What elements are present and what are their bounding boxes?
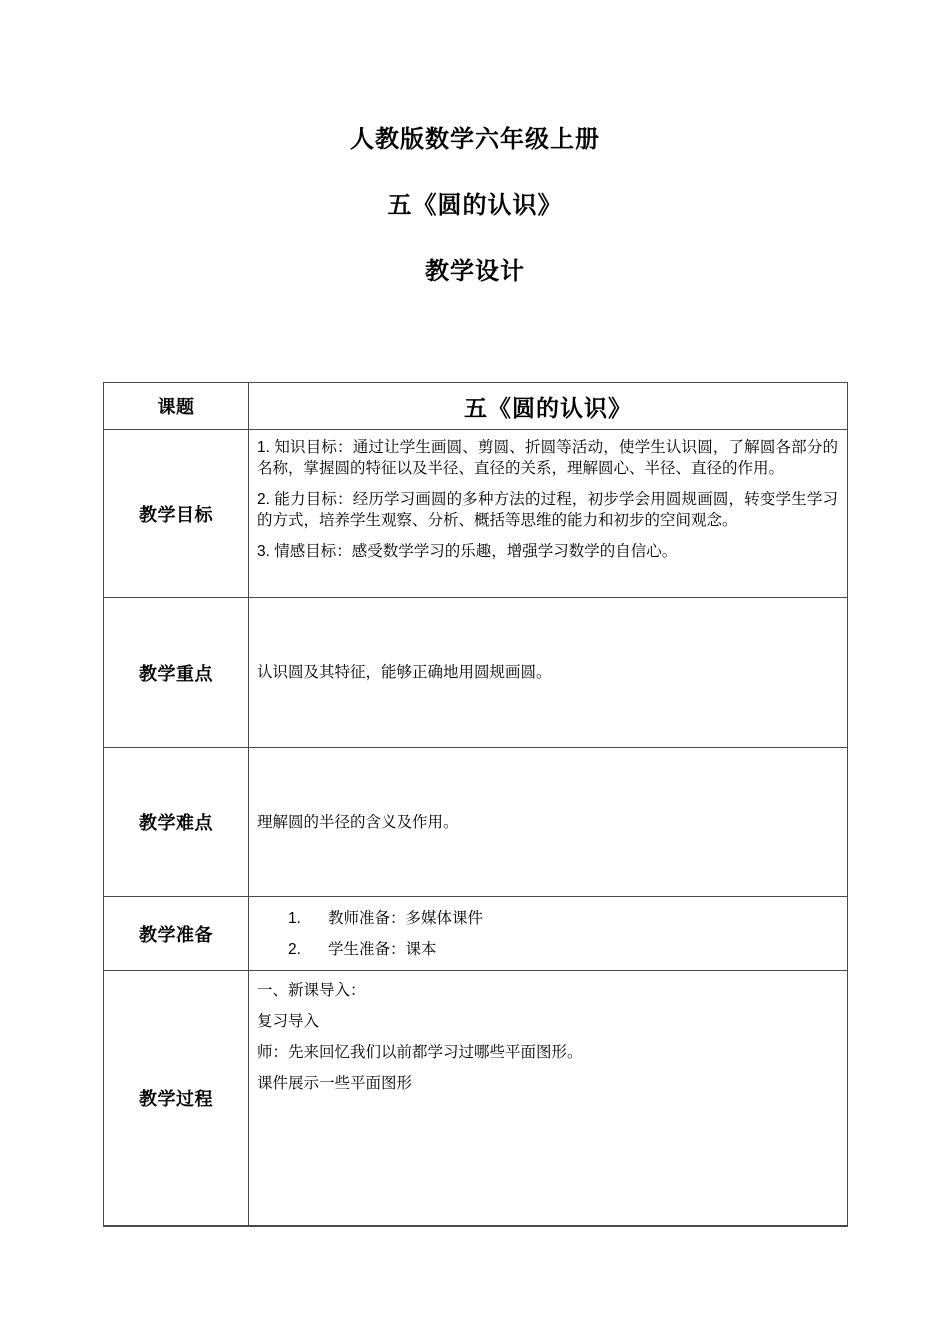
process-content (249, 971, 848, 1226)
list-text: 学生准备：课本 (328, 940, 437, 958)
table-row-process (104, 971, 848, 1226)
preparation-content (249, 897, 848, 971)
row-label-objectives: 教学目标 (104, 430, 249, 598)
row-label-preparation: 教学准备 (104, 897, 249, 971)
row-label-process: 教学过程 (104, 971, 249, 1226)
table-row-objectives (104, 430, 848, 598)
row-label-difficult-point: 教学难点 (104, 748, 249, 897)
key-point-text: 认识圆及其特征，能够正确地用圆规画圆。 (257, 664, 552, 681)
topic-title: 五《圆的认识》 (249, 383, 848, 430)
row-label-key-point: 教学重点 (104, 598, 249, 748)
doc-title-line1: 人教版数学六年级上册 (350, 126, 600, 153)
difficult-point-text: 理解圆的半径的含义及作用。 (257, 813, 459, 831)
list-number: 1. (288, 909, 301, 927)
objectives-content (249, 430, 848, 598)
row-label-topic: 课题 (104, 383, 249, 430)
list-number: 2. (288, 940, 301, 958)
objective-knowledge: 1. 知识目标：通过让学生画圆、剪圆、折圆等活动，使学生认识圆，了解圆各部分的名称，掌握圆的特征以及半径、直径的关系，理解圆心、半径、直径的作用。 (257, 439, 838, 477)
process-step-intro: 一、新课导入： (257, 982, 366, 999)
objective-emotion: 3. 情感目标：感受数学学习的乐趣，增强学习数学的自信心。 (257, 543, 678, 560)
doc-title-line3: 教学设计 (425, 258, 525, 285)
list-item-teacher-prep (257, 908, 838, 929)
lesson-plan-table (103, 382, 848, 1227)
difficult-point-content (249, 748, 848, 897)
process-step-teacher-line: 师：先来回忆我们以前都学习过哪些平面图形。 (257, 1044, 583, 1061)
objective-ability: 2. 能力目标：经历学习画圆的多种方法的过程，初步学会用圆规画圆，转变学生学习的方式，培养学生观察、分析、概括等思维的能力和初步的空间观念。 (257, 491, 838, 529)
list-text: 教师准备：多媒体课件 (328, 909, 484, 927)
process-step-courseware: 课件展示一些平面图形 (257, 1075, 413, 1092)
process-step-review: 复习导入 (257, 1013, 320, 1030)
doc-title-line2: 五《圆的认识》 (387, 192, 563, 219)
list-item-student-prep (257, 939, 838, 960)
table-row-key-point (104, 598, 848, 748)
table-row-preparation (104, 897, 848, 971)
key-point-content (249, 598, 848, 748)
table-row-difficult-point (104, 748, 848, 897)
table-row-topic (104, 383, 848, 430)
